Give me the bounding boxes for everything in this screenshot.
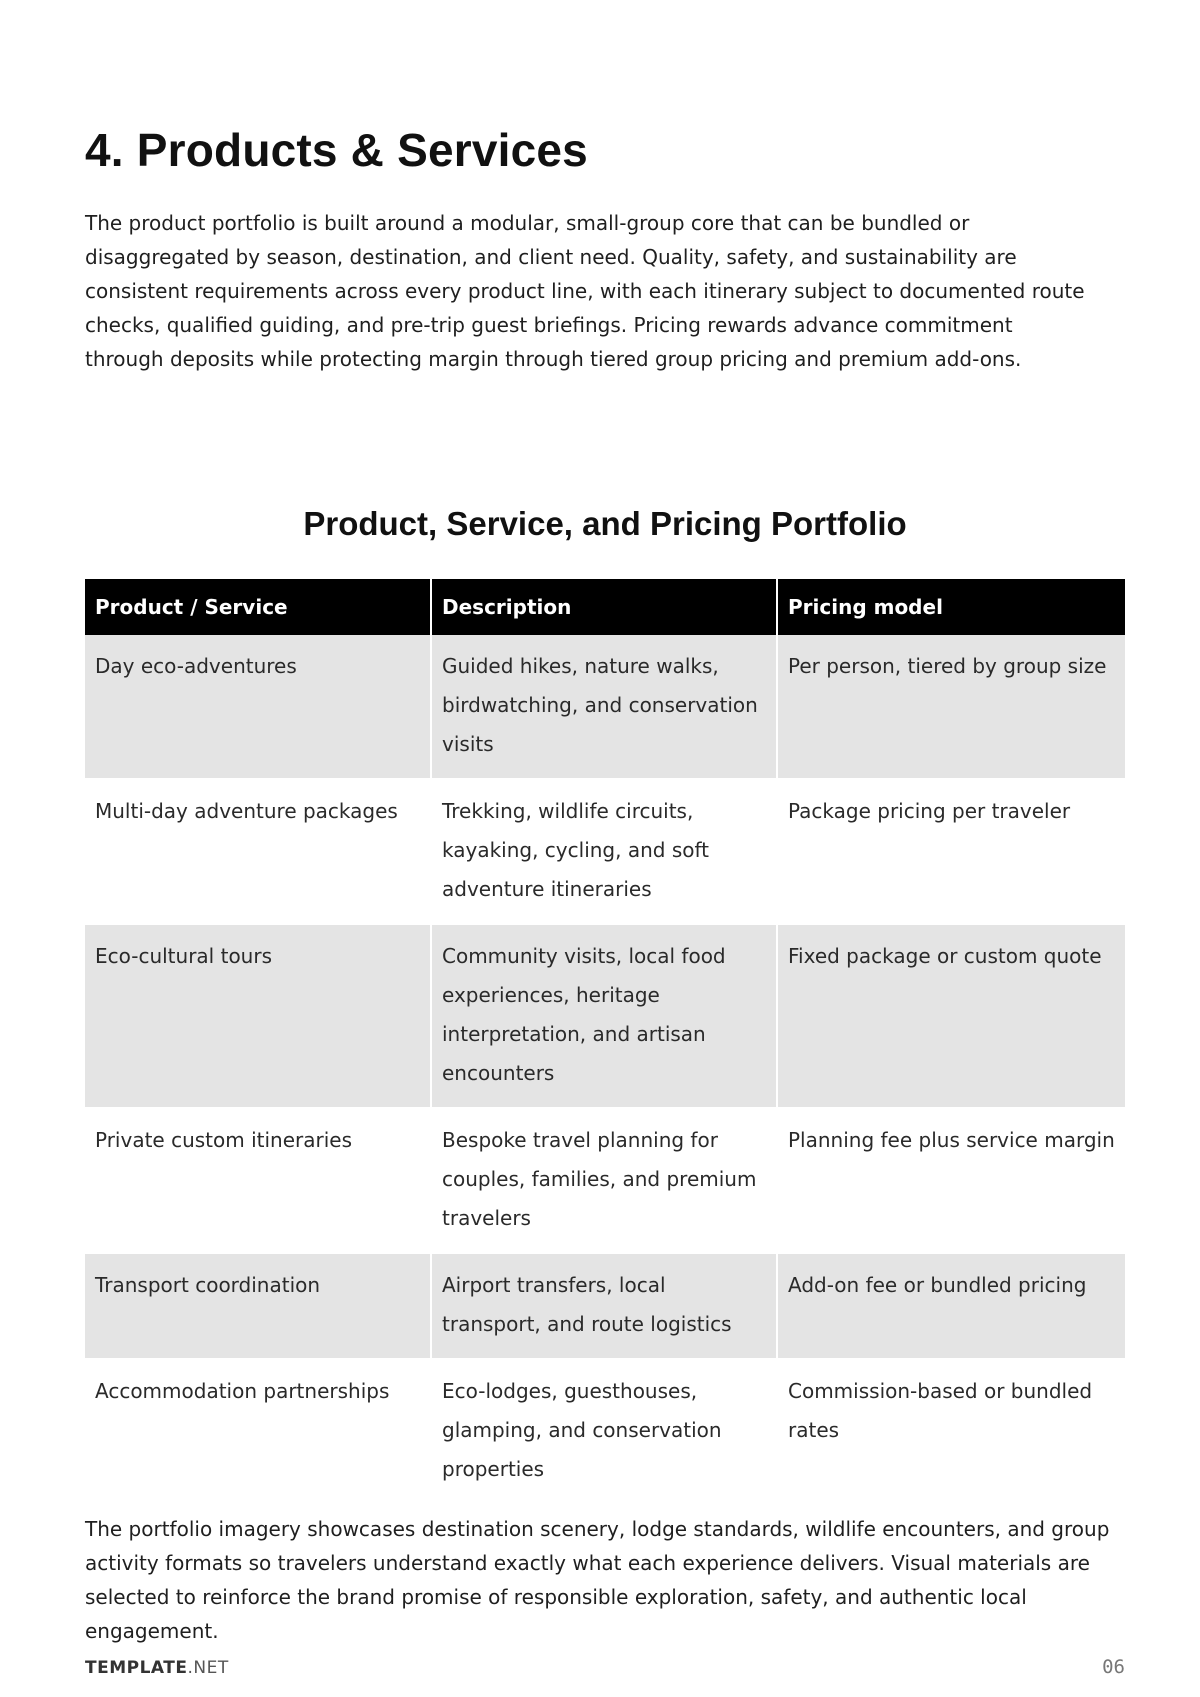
- table-title: Product, Service, and Pricing Portfolio: [303, 505, 907, 542]
- brand-suffix: .NET: [187, 1658, 229, 1678]
- pricing-cell: Per person, tiered by group size: [777, 635, 1125, 779]
- closing-paragraph: The portfolio imagery showcases destination scenery, lodge standards, wildlife encounters, and group activity formats so travelers understand exactly what each experience delivers. Visual materials are selected to reinforce the brand promise of responsible exploration, safety, and authentic local engagement.: [85, 1517, 1110, 1643]
- product-cell: Accommodation partnerships: [85, 1359, 431, 1504]
- brand-name: TEMPLATE: [85, 1658, 188, 1678]
- table-row: [85, 924, 1125, 1108]
- footer-brand-logo: [85, 1657, 229, 1679]
- description-cell: Airport transfers, local transport, and route logistics: [431, 1253, 777, 1359]
- table-row: [85, 635, 1125, 779]
- column-header-product: Product / Service: [85, 579, 431, 635]
- column-header-description: Description: [431, 579, 777, 635]
- description-cell: Eco-lodges, guesthouses, glamping, and conservation properties: [431, 1359, 777, 1504]
- description-cell: Guided hikes, nature walks, birdwatching, and conservation visits: [431, 635, 777, 779]
- product-cell: Multi-day adventure packages: [85, 779, 431, 924]
- pricing-cell: Commission-based or bundled rates: [777, 1359, 1125, 1504]
- table-row: [85, 1253, 1125, 1359]
- description-cell: Community visits, local food experiences, heritage interpretation, and artisan encounters: [431, 924, 777, 1108]
- column-header-pricing: Pricing model: [777, 579, 1125, 635]
- description-cell: Trekking, wildlife circuits, kayaking, cycling, and soft adventure itineraries: [431, 779, 777, 924]
- description-cell: Bespoke travel planning for couples, families, and premium travelers: [431, 1108, 777, 1253]
- section-title: 4. Products & Services: [85, 124, 588, 176]
- product-cell: Transport coordination: [85, 1253, 431, 1359]
- pricing-cell: Fixed package or custom quote: [777, 924, 1125, 1108]
- portfolio-table: [85, 579, 1125, 1505]
- pricing-cell: Planning fee plus service margin: [777, 1108, 1125, 1253]
- table-header-row: [85, 579, 1125, 635]
- table-row: [85, 1108, 1125, 1253]
- product-cell: Day eco-adventures: [85, 635, 431, 779]
- document-page: [85, 0, 1125, 1697]
- product-cell: Eco-cultural tours: [85, 924, 431, 1108]
- product-cell: Private custom itineraries: [85, 1108, 431, 1253]
- pricing-cell: Add-on fee or bundled pricing: [777, 1253, 1125, 1359]
- intro-paragraph: The product portfolio is built around a modular, small-group core that can be bundled or disaggregated by season, destination, and client need. Quality, safety, and sustainability are consistent requirements across every product line, with each itinerary subject to documented route checks, qualified guiding, and pre-trip guest briefings. Pricing rewards advance commitment through deposits while protecting margin through tiered group pricing and premium add-ons.: [85, 211, 1085, 371]
- table-row: [85, 1359, 1125, 1504]
- table-row: [85, 779, 1125, 924]
- pricing-cell: Package pricing per traveler: [777, 779, 1125, 924]
- page-number: 06: [1102, 1656, 1125, 1678]
